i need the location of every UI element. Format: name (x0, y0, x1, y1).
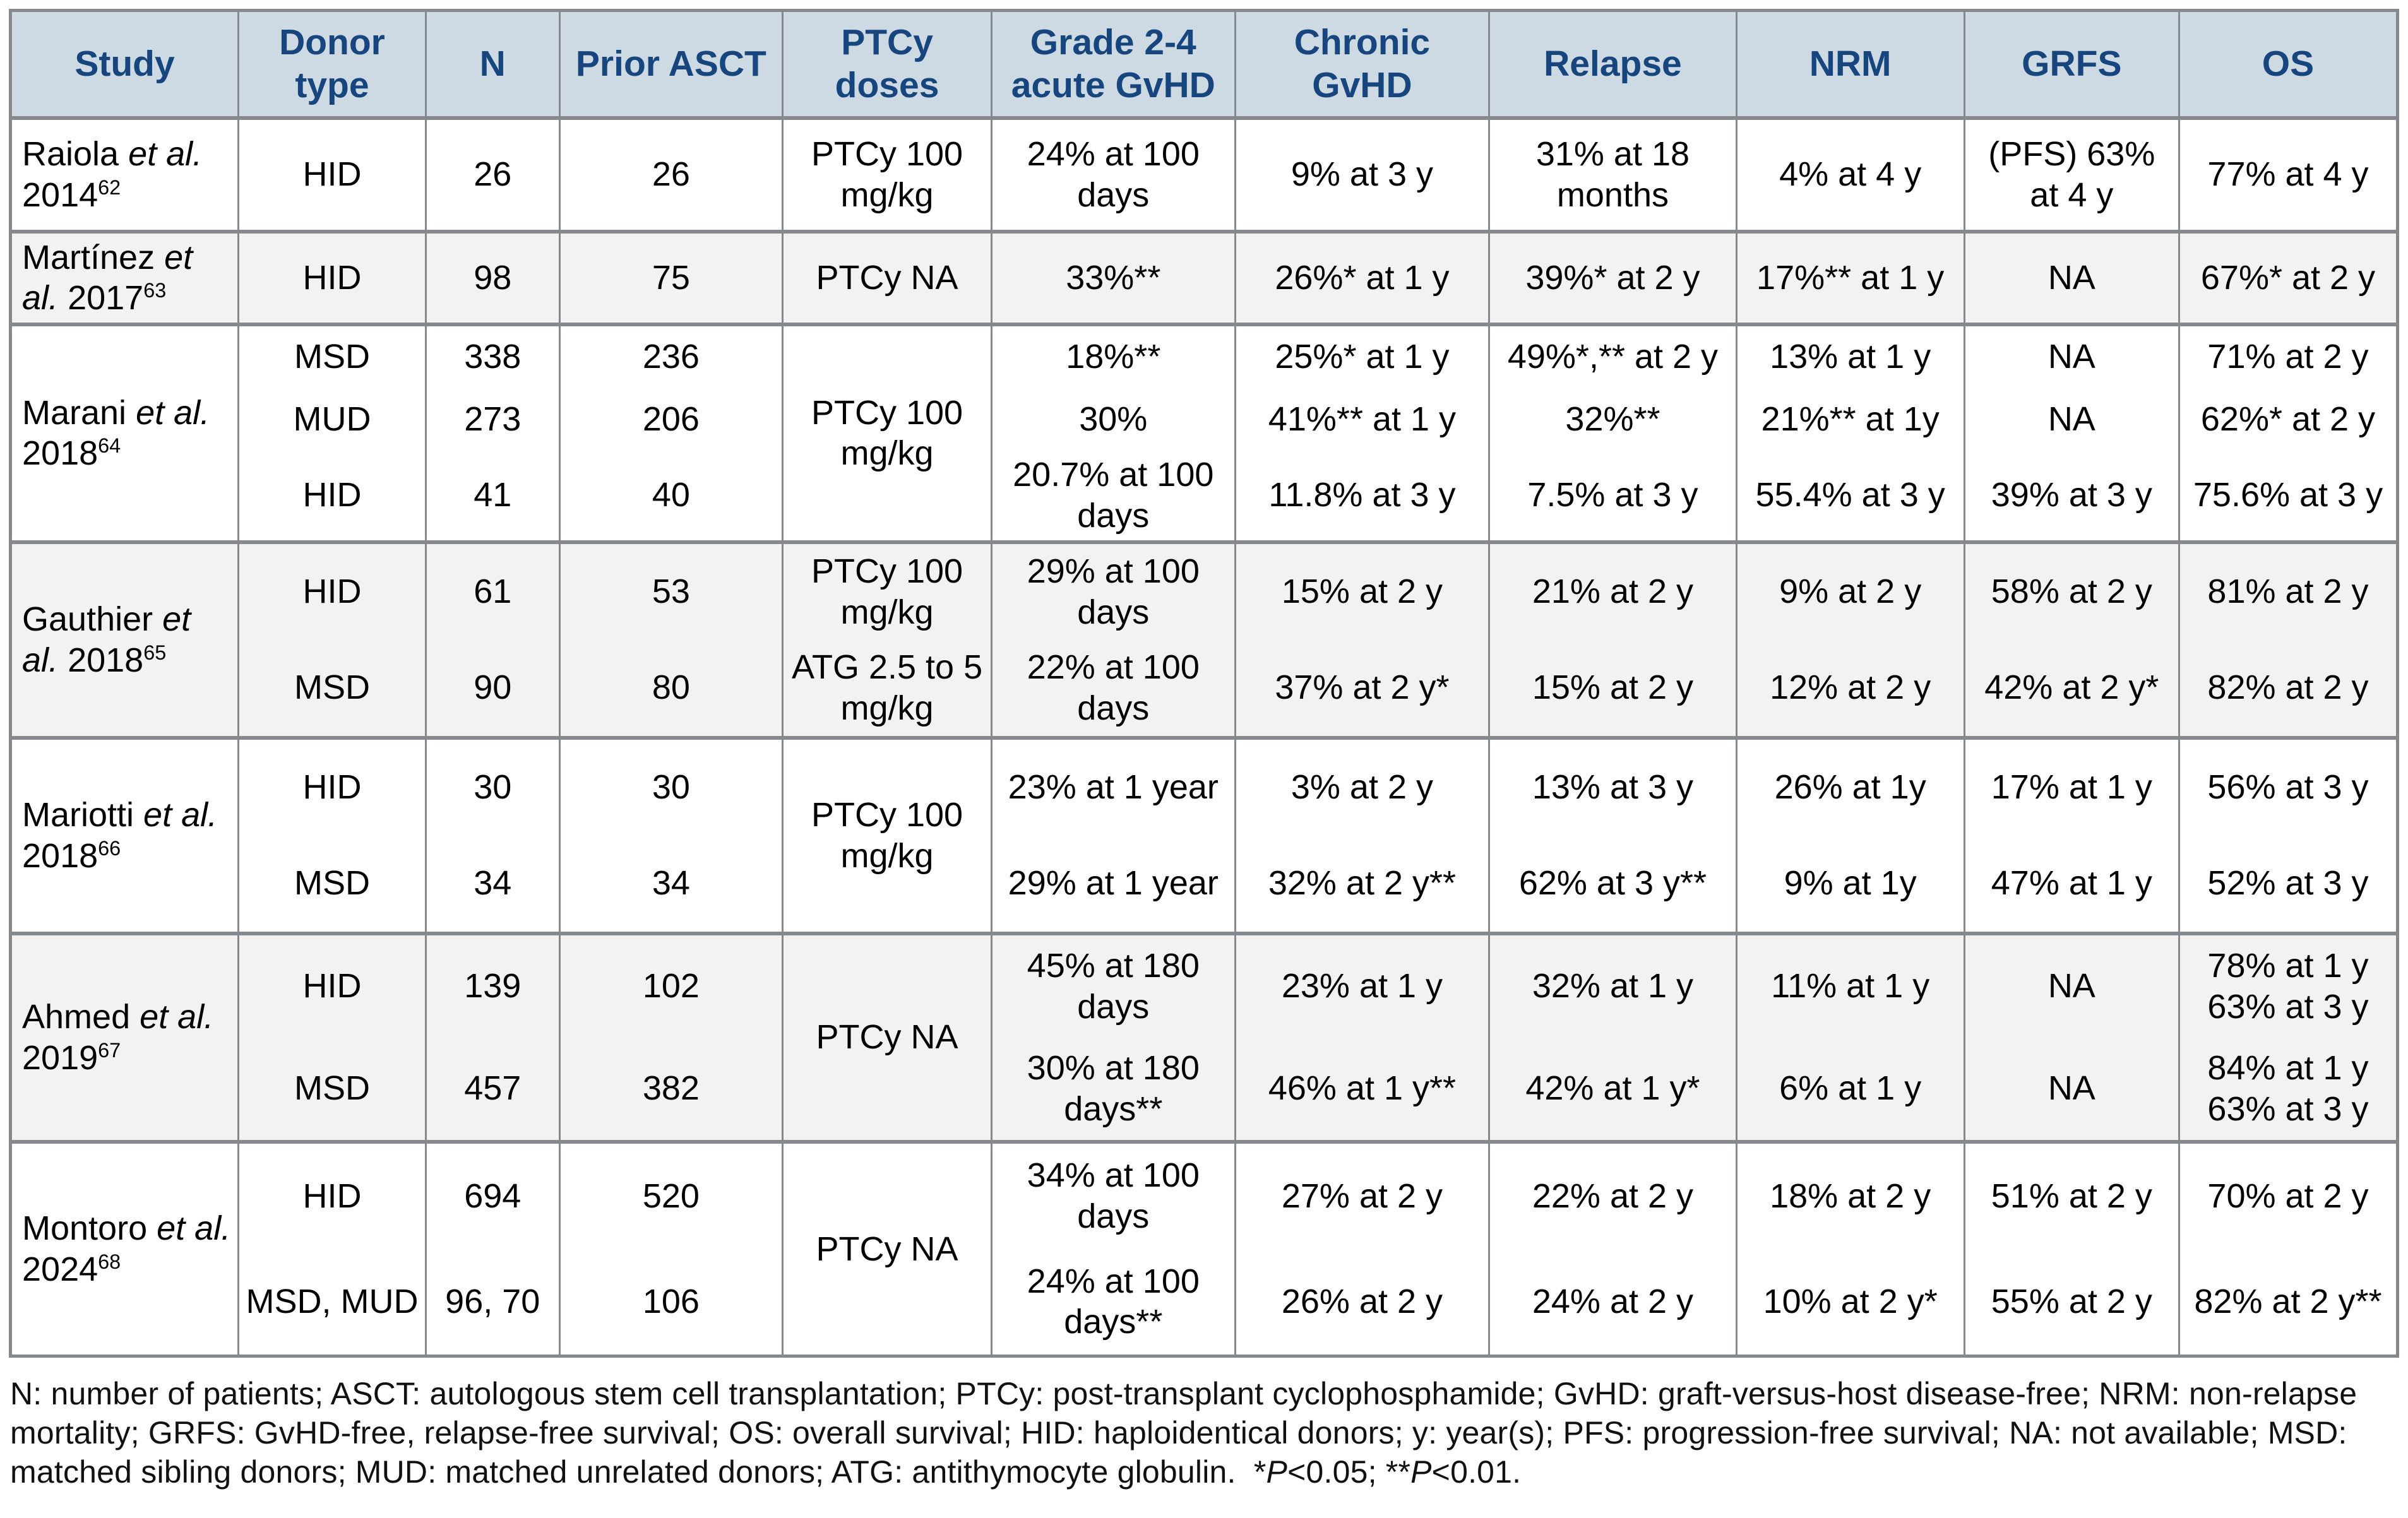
cell-relapse: 24% at 2 y (1489, 1249, 1736, 1356)
study-name: Raiola (22, 134, 119, 173)
cell-n: 41 (426, 451, 559, 542)
cell-ptcy-dose: PTCy NA (783, 934, 992, 1142)
table-row (11, 1142, 2398, 1249)
cell-donor: MSD, MUD (239, 1249, 426, 1356)
cell-prior-asct: 102 (559, 934, 783, 1038)
cell-ptcy-dose: PTCy 100 mg/kg (783, 738, 992, 934)
cell-donor: MUD (239, 388, 426, 451)
cell-chronic-gvhd: 41%** at 1 y (1235, 388, 1489, 451)
cell-ptcy-dose: ATG 2.5 to 5 mg/kg (783, 640, 992, 738)
study-ref: 66 (98, 836, 121, 860)
table-row (11, 388, 2398, 451)
cell-chronic-gvhd: 46% at 1 y** (1235, 1038, 1489, 1142)
cell-relapse: 32% at 1 y (1489, 934, 1736, 1038)
sig-1-p: P (1266, 1454, 1288, 1490)
cell-acute-gvhd: 24% at 100 days** (991, 1249, 1235, 1356)
study-ref: 63 (143, 279, 167, 302)
cell-os (2179, 1038, 2397, 1142)
cell-n: 273 (426, 388, 559, 451)
cell-n: 338 (426, 324, 559, 388)
cell-grfs: NA (1964, 934, 2179, 1038)
cell-grfs: 42% at 2 y* (1964, 640, 2179, 738)
cell-donor: HID (239, 1142, 426, 1249)
cell-acute-gvhd: 29% at 100 days (991, 542, 1235, 640)
cell-prior-asct: 80 (559, 640, 783, 738)
header-n: N (426, 11, 559, 118)
study-cell (11, 738, 239, 934)
study-ref: 67 (98, 1038, 121, 1062)
header-relapse: Relapse (1489, 11, 1736, 118)
cell-acute-gvhd: 45% at 180 days (991, 934, 1235, 1038)
cell-nrm: 12% at 2 y (1736, 640, 1964, 738)
cell-os: 52% at 3 y (2179, 836, 2397, 934)
block-mariotti-2018 (11, 738, 2398, 934)
study-year: 2019 (22, 1038, 98, 1077)
cell-prior-asct: 40 (559, 451, 783, 542)
cell-donor: HID (239, 542, 426, 640)
study-name: Mariotti (22, 795, 134, 834)
study-cell (11, 542, 239, 738)
header-study: Study (11, 11, 239, 118)
cell-ptcy-dose: PTCy 100 mg/kg (783, 118, 992, 232)
block-montoro-2024 (11, 1142, 2398, 1356)
cell-grfs: 17% at 1 y (1964, 738, 2179, 836)
header-prior-asct: Prior ASCT (559, 11, 783, 118)
cell-ptcy-dose: PTCy 100 mg/kg (783, 324, 992, 542)
cell-prior-asct: 520 (559, 1142, 783, 1249)
study-name: Montoro (22, 1209, 148, 1248)
cell-os: 82% at 2 y** (2179, 1249, 2397, 1356)
block-marani-2018 (11, 324, 2398, 542)
cell-acute-gvhd: 30% at 180 days** (991, 1038, 1235, 1142)
study-year: 2014 (22, 175, 98, 214)
study-cell (11, 118, 239, 232)
table-header (11, 11, 2398, 118)
cell-relapse: 13% at 3 y (1489, 738, 1736, 836)
study-etal: et al. (22, 600, 191, 679)
cell-chronic-gvhd: 23% at 1 y (1235, 934, 1489, 1038)
cell-nrm: 55.4% at 3 y (1736, 451, 1964, 542)
os-line-2: 63% at 3 y (2207, 1089, 2369, 1128)
study-cell (11, 232, 239, 325)
cell-n: 61 (426, 542, 559, 640)
table-row (11, 1038, 2398, 1142)
cell-os: 81% at 2 y (2179, 542, 2397, 640)
cell-acute-gvhd: 22% at 100 days (991, 640, 1235, 738)
block-martinez-2017 (11, 232, 2398, 325)
cell-acute-gvhd: 30% (991, 388, 1235, 451)
cell-prior-asct: 382 (559, 1038, 783, 1142)
study-etal: et al. (128, 134, 203, 173)
study-year: 2018 (68, 641, 144, 679)
study-cell (11, 934, 239, 1142)
table-row (11, 542, 2398, 640)
cell-relapse: 42% at 1 y* (1489, 1038, 1736, 1142)
cell-os: 62%* at 2 y (2179, 388, 2397, 451)
cell-n: 694 (426, 1142, 559, 1249)
cell-os: 75.6% at 3 y (2179, 451, 2397, 542)
study-year: 2018 (22, 434, 98, 473)
cell-n: 96, 70 (426, 1249, 559, 1356)
cell-donor: HID (239, 451, 426, 542)
study-etal: et al. (140, 997, 214, 1036)
table-row (11, 1249, 2398, 1356)
cell-donor: HID (239, 934, 426, 1038)
cell-prior-asct: 26 (559, 118, 783, 232)
cell-relapse: 62% at 3 y** (1489, 836, 1736, 934)
cell-nrm: 6% at 1 y (1736, 1038, 1964, 1142)
cell-donor: MSD (239, 1038, 426, 1142)
cell-grfs: 58% at 2 y (1964, 542, 2179, 640)
cell-prior-asct: 106 (559, 1249, 783, 1356)
cell-n: 26 (426, 118, 559, 232)
cell-os: 82% at 2 y (2179, 640, 2397, 738)
cell-chronic-gvhd: 26% at 2 y (1235, 1249, 1489, 1356)
study-ref: 62 (98, 175, 121, 199)
header-nrm: NRM (1736, 11, 1964, 118)
sig-1-stars: * (1253, 1454, 1267, 1490)
study-ref: 64 (98, 434, 121, 458)
os-line-1: 78% at 1 y (2207, 946, 2369, 985)
cell-chronic-gvhd: 3% at 2 y (1235, 738, 1489, 836)
cell-chronic-gvhd: 32% at 2 y** (1235, 836, 1489, 934)
cell-grfs: 39% at 3 y (1964, 451, 2179, 542)
cell-nrm: 21%** at 1y (1736, 388, 1964, 451)
cell-os: 77% at 4 y (2179, 118, 2397, 232)
cell-nrm: 4% at 4 y (1736, 118, 1964, 232)
cell-grfs: NA (1964, 324, 2179, 388)
cell-acute-gvhd: 24% at 100 days (991, 118, 1235, 232)
cell-chronic-gvhd: 25%* at 1 y (1235, 324, 1489, 388)
sig-2-stars: ** (1385, 1454, 1411, 1490)
cell-donor: HID (239, 118, 426, 232)
cell-prior-asct: 75 (559, 232, 783, 325)
cell-nrm: 26% at 1y (1736, 738, 1964, 836)
cell-relapse: 7.5% at 3 y (1489, 451, 1736, 542)
cell-relapse: 15% at 2 y (1489, 640, 1736, 738)
cell-os: 56% at 3 y (2179, 738, 2397, 836)
cell-n: 457 (426, 1038, 559, 1142)
footnote-abbreviations: N: number of patients; ASCT: autologous stem cell transplantation; PTCy: post-transplant cyclophosphamide; GvHD: graft-versus-host disease-free; NRM: non-relapse mortality; GRFS: GvHD-free, relapse-free survival; OS: overall survival; HID: haploidentical donors; y: year(s); PFS: progression-free survival; NA: not available; MSD: matched sibling donors; MUD: matched unrelated donors; ATG: antithymocyte globulin. (10, 1376, 2357, 1490)
cell-chronic-gvhd: 15% at 2 y (1235, 542, 1489, 640)
cell-grfs: NA (1964, 388, 2179, 451)
cell-prior-asct: 53 (559, 542, 783, 640)
study-name: Marani (22, 393, 127, 432)
table-row (11, 836, 2398, 934)
cell-acute-gvhd: 34% at 100 days (991, 1142, 1235, 1249)
cell-nrm: 13% at 1 y (1736, 324, 1964, 388)
os-line-2: 63% at 3 y (2207, 987, 2369, 1026)
study-year: 2024 (22, 1250, 98, 1288)
cell-os: 70% at 2 y (2179, 1142, 2397, 1249)
sig-2-p: P (1410, 1454, 1432, 1490)
cell-n: 30 (426, 738, 559, 836)
cell-grfs: 55% at 2 y (1964, 1249, 2179, 1356)
header-row (11, 11, 2398, 118)
study-name: Martínez (22, 238, 155, 276)
header-grfs: GRFS (1964, 11, 2179, 118)
cell-nrm: 17%** at 1 y (1736, 232, 1964, 325)
cell-relapse: 32%** (1489, 388, 1736, 451)
cell-acute-gvhd: 33%** (991, 232, 1235, 325)
cell-donor: MSD (239, 836, 426, 934)
cell-n: 98 (426, 232, 559, 325)
cell-relapse: 22% at 2 y (1489, 1142, 1736, 1249)
cell-grfs: NA (1964, 1038, 2179, 1142)
study-etal: et al. (157, 1209, 231, 1248)
cell-donor: MSD (239, 640, 426, 738)
cell-donor: HID (239, 738, 426, 836)
study-cell (11, 1142, 239, 1356)
study-ref: 68 (98, 1250, 121, 1273)
table-row (11, 640, 2398, 738)
cell-ptcy-dose: PTCy NA (783, 1142, 992, 1356)
cell-grfs: (PFS) 63% at 4 y (1964, 118, 2179, 232)
study-year: 2017 (68, 279, 144, 317)
cell-prior-asct: 236 (559, 324, 783, 388)
cell-nrm: 18% at 2 y (1736, 1142, 1964, 1249)
header-donor-type: Donor type (239, 11, 426, 118)
study-outcomes-table (9, 9, 2399, 1358)
cell-prior-asct: 206 (559, 388, 783, 451)
table-row (11, 451, 2398, 542)
cell-nrm: 9% at 2 y (1736, 542, 1964, 640)
study-etal: et al. (136, 393, 210, 432)
os-line-1: 84% at 1 y (2207, 1048, 2369, 1087)
cell-ptcy-dose: PTCy NA (783, 232, 992, 325)
cell-chronic-gvhd: 37% at 2 y* (1235, 640, 1489, 738)
cell-relapse: 49%*,** at 2 y (1489, 324, 1736, 388)
cell-acute-gvhd: 23% at 1 year (991, 738, 1235, 836)
study-etal: et al. (22, 238, 193, 317)
sig-1-cond: <0.05; (1287, 1454, 1386, 1490)
cell-n: 139 (426, 934, 559, 1038)
table-row (11, 738, 2398, 836)
cell-chronic-gvhd: 9% at 3 y (1235, 118, 1489, 232)
cell-grfs: NA (1964, 232, 2179, 325)
cell-grfs: 47% at 1 y (1964, 836, 2179, 934)
sig-2-cond: <0.01. (1431, 1454, 1522, 1490)
block-raiola-2014 (11, 118, 2398, 232)
cell-relapse: 31% at 18 months (1489, 118, 1736, 232)
cell-os: 67%* at 2 y (2179, 232, 2397, 325)
cell-donor: MSD (239, 324, 426, 388)
cell-os: 71% at 2 y (2179, 324, 2397, 388)
header-os: OS (2179, 11, 2397, 118)
footnote (10, 1374, 2398, 1491)
table-row (11, 118, 2398, 232)
cell-acute-gvhd: 18%** (991, 324, 1235, 388)
study-name: Ahmed (22, 997, 131, 1036)
header-ptcy-doses: PTCy doses (783, 11, 992, 118)
cell-nrm: 11% at 1 y (1736, 934, 1964, 1038)
study-cell (11, 324, 239, 542)
cell-chronic-gvhd: 27% at 2 y (1235, 1142, 1489, 1249)
cell-prior-asct: 30 (559, 738, 783, 836)
cell-prior-asct: 34 (559, 836, 783, 934)
cell-n: 34 (426, 836, 559, 934)
cell-nrm: 9% at 1y (1736, 836, 1964, 934)
table-row (11, 232, 2398, 325)
cell-grfs: 51% at 2 y (1964, 1142, 2179, 1249)
cell-chronic-gvhd: 11.8% at 3 y (1235, 451, 1489, 542)
block-ahmed-2019 (11, 934, 2398, 1142)
study-ref: 65 (143, 641, 167, 664)
table-row (11, 324, 2398, 388)
cell-donor: HID (239, 232, 426, 325)
cell-ptcy-dose: PTCy 100 mg/kg (783, 542, 992, 640)
header-chronic-gvhd: Chronic GvHD (1235, 11, 1489, 118)
cell-acute-gvhd: 29% at 1 year (991, 836, 1235, 934)
cell-relapse: 21% at 2 y (1489, 542, 1736, 640)
block-gauthier-2018 (11, 542, 2398, 738)
cell-n: 90 (426, 640, 559, 738)
cell-chronic-gvhd: 26%* at 1 y (1235, 232, 1489, 325)
study-year: 2018 (22, 836, 98, 875)
study-etal: et al. (143, 795, 218, 834)
cell-relapse: 39%* at 2 y (1489, 232, 1736, 325)
header-acute-gvhd: Grade 2-4 acute GvHD (991, 11, 1235, 118)
table-row (11, 934, 2398, 1038)
study-name: Gauthier (22, 600, 153, 638)
cell-acute-gvhd: 20.7% at 100 days (991, 451, 1235, 542)
cell-nrm: 10% at 2 y* (1736, 1249, 1964, 1356)
cell-os (2179, 934, 2397, 1038)
